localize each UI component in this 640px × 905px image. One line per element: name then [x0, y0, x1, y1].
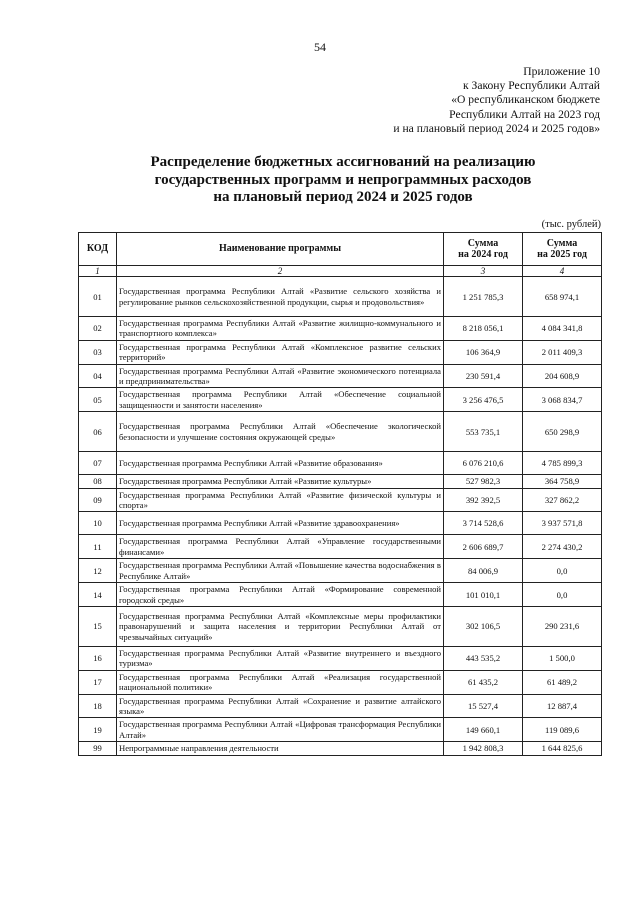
row-sum-2025: 61 489,2: [523, 670, 602, 694]
header-sum-2025-line1: Сумма: [546, 237, 578, 249]
row-program-name: Государственная программа Республики Алтай «Комплексное развитие сельских территорий»: [117, 340, 444, 364]
row-sum-2025: 3 068 834,7: [523, 388, 602, 412]
row-sum-2024: 15 527,4: [444, 694, 523, 718]
table-row: [79, 412, 602, 452]
row-sum-2024: 101 010,1: [444, 583, 523, 607]
row-sum-2024: 61 435,2: [444, 670, 523, 694]
row-sum-2024: 106 364,9: [444, 340, 523, 364]
appendix-line: «О республиканском бюджете: [451, 93, 600, 107]
row-code: 19: [79, 718, 117, 742]
row-code: 12: [79, 559, 117, 583]
table-body: [79, 277, 602, 756]
row-code: 05: [79, 388, 117, 412]
row-program-name: Государственная программа Республики Алтай «Обеспечение социальной защищенности и занятости населения»: [117, 388, 444, 412]
row-program-name: Государственная программа Республики Алтай «Развитие сельского хозяйства и регулирование рынков сельскохозяйственной продукции, сырья и продовольствия»: [117, 277, 444, 317]
row-sum-2024: 302 106,5: [444, 606, 523, 646]
row-code: 14: [79, 583, 117, 607]
table-row: [79, 364, 602, 388]
table-row: [79, 535, 602, 559]
table-row: [79, 388, 602, 412]
row-sum-2024: 3 714 528,6: [444, 512, 523, 535]
column-number: 4: [523, 266, 602, 277]
table-row: [79, 559, 602, 583]
row-program-name: Государственная программа Республики Алтай «Обеспечение экологической безопасности и улучшение состояния окружающей среды»: [117, 412, 444, 452]
row-sum-2024: 1 942 808,3: [444, 742, 523, 755]
row-program-name: Государственная программа Республики Алтай «Сохранение и развитие алтайского языка»: [117, 694, 444, 718]
row-program-name: Государственная программа Республики Алтай «Реализация государственной национальной политики»: [117, 670, 444, 694]
row-sum-2024: 3 256 476,5: [444, 388, 523, 412]
column-number: 3: [444, 266, 523, 277]
table-row: [79, 512, 602, 535]
row-sum-2024: 230 591,4: [444, 364, 523, 388]
row-sum-2024: 6 076 210,6: [444, 452, 523, 475]
row-program-name: Государственная программа Республики Алтай «Развитие жилищно-коммунального и транспортного комплекса»: [117, 317, 444, 341]
row-sum-2025: 0,0: [523, 559, 602, 583]
row-code: 03: [79, 340, 117, 364]
table-header-row: [79, 233, 602, 266]
table-row: [79, 340, 602, 364]
table-row: [79, 452, 602, 475]
table-row: [79, 670, 602, 694]
row-code: 10: [79, 512, 117, 535]
appendix-line: и на плановый период 2024 и 2025 годов»: [393, 121, 600, 135]
row-sum-2024: 553 735,1: [444, 412, 523, 452]
row-sum-2025: 4 785 899,3: [523, 452, 602, 475]
row-sum-2025: 12 887,4: [523, 694, 602, 718]
row-code: 08: [79, 475, 117, 488]
row-sum-2025: 650 298,9: [523, 412, 602, 452]
row-sum-2025: 327 862,2: [523, 488, 602, 512]
row-program-name: Государственная программа Республики Алтай «Развитие здравоохранения»: [117, 512, 444, 535]
column-number: 2: [117, 266, 444, 277]
row-code: 06: [79, 412, 117, 452]
document-title: [60, 154, 626, 207]
budget-table: [78, 232, 602, 756]
row-code: 01: [79, 277, 117, 317]
row-sum-2025: 0,0: [523, 583, 602, 607]
row-code: 11: [79, 535, 117, 559]
row-sum-2024: 149 660,1: [444, 718, 523, 742]
row-program-name: Государственная программа Республики Алтай «Повышение качества водоснабжения в Республике Алтай»: [117, 559, 444, 583]
header-code: КОД: [79, 233, 117, 266]
header-sum-2024: [444, 233, 523, 266]
row-sum-2024: 8 218 056,1: [444, 317, 523, 341]
row-program-name: Государственная программа Республики Алтай «Комплексные меры профилактики правонарушений и защита населения и территории Республики Алтай от чрезвычайных ситуаций»: [117, 606, 444, 646]
column-number: 1: [79, 266, 117, 277]
title-line: Распределение бюджетных ассигнований на реализацию: [150, 154, 536, 170]
row-code: 02: [79, 317, 117, 341]
row-sum-2024: 2 606 689,7: [444, 535, 523, 559]
column-number-row: [79, 266, 602, 277]
appendix-note: [393, 65, 600, 136]
row-sum-2024: 527 982,3: [444, 475, 523, 488]
row-program-name: Государственная программа Республики Алтай «Развитие физической культуры и спорта»: [117, 488, 444, 512]
units-label: (тыс. рублей): [541, 219, 601, 230]
table-row: [79, 606, 602, 646]
row-code: 07: [79, 452, 117, 475]
header-sum-2024-line1: Сумма: [467, 237, 499, 249]
row-sum-2024: 1 251 785,3: [444, 277, 523, 317]
table-row: [79, 583, 602, 607]
table-row: [79, 742, 602, 755]
table-row: [79, 488, 602, 512]
title-line: государственных программ и непрограммных расходов: [154, 171, 532, 188]
row-sum-2025: 119 089,6: [523, 718, 602, 742]
row-program-name: Непрограммные направления деятельности: [117, 742, 444, 755]
row-program-name: Государственная программа Республики Алтай «Развитие культуры»: [117, 475, 444, 488]
page-number: 54: [314, 40, 326, 54]
row-program-name: Государственная программа Республики Алтай «Цифровая трансформация Республики Алтай»: [117, 718, 444, 742]
row-program-name: Государственная программа Республики Алтай «Формирование современной городской среды»: [117, 583, 444, 607]
row-program-name: Государственная программа Республики Алтай «Развитие экономического потенциала и предпринимательства»: [117, 364, 444, 388]
row-code: 16: [79, 646, 117, 670]
row-sum-2025: 204 608,9: [523, 364, 602, 388]
row-sum-2025: 1 500,0: [523, 646, 602, 670]
table-row: [79, 277, 602, 317]
row-code: 99: [79, 742, 117, 755]
row-program-name: Государственная программа Республики Алтай «Развитие внутреннего и въездного туризма»: [117, 646, 444, 670]
row-sum-2025: 2 011 409,3: [523, 340, 602, 364]
appendix-line: к Закону Республики Алтай: [462, 79, 600, 93]
row-code: 15: [79, 606, 117, 646]
header-sum-2024-line2: на 2024 год: [458, 249, 508, 260]
row-program-name: Государственная программа Республики Алтай «Развитие образования»: [117, 452, 444, 475]
header-sum-2025: [523, 233, 602, 266]
row-sum-2025: 364 758,9: [523, 475, 602, 488]
row-code: 04: [79, 364, 117, 388]
header-sum-2025-line2: на 2025 год: [537, 249, 587, 260]
row-program-name: Государственная программа Республики Алтай «Управление государственными финансами»: [117, 535, 444, 559]
table-row: [79, 646, 602, 670]
row-sum-2025: 658 974,1: [523, 277, 602, 317]
title-line: на плановый период 2024 и 2025 годов: [213, 189, 473, 205]
table-row: [79, 475, 602, 488]
row-sum-2024: 392 392,5: [444, 488, 523, 512]
header-name: Наименование программы: [117, 233, 444, 266]
row-sum-2025: 1 644 825,6: [523, 742, 602, 755]
row-sum-2024: 443 535,2: [444, 646, 523, 670]
row-sum-2024: 84 006,9: [444, 559, 523, 583]
row-sum-2025: 4 084 341,8: [523, 317, 602, 341]
table-row: [79, 718, 602, 742]
row-code: 09: [79, 488, 117, 512]
row-sum-2025: 3 937 571,8: [523, 512, 602, 535]
row-sum-2025: 2 274 430,2: [523, 535, 602, 559]
table-row: [79, 694, 602, 718]
row-code: 18: [79, 694, 117, 718]
appendix-line: Республики Алтай на 2023 год: [449, 107, 600, 121]
row-code: 17: [79, 670, 117, 694]
table-row: [79, 317, 602, 341]
appendix-line: Приложение 10: [523, 65, 600, 78]
row-sum-2025: 290 231,6: [523, 606, 602, 646]
